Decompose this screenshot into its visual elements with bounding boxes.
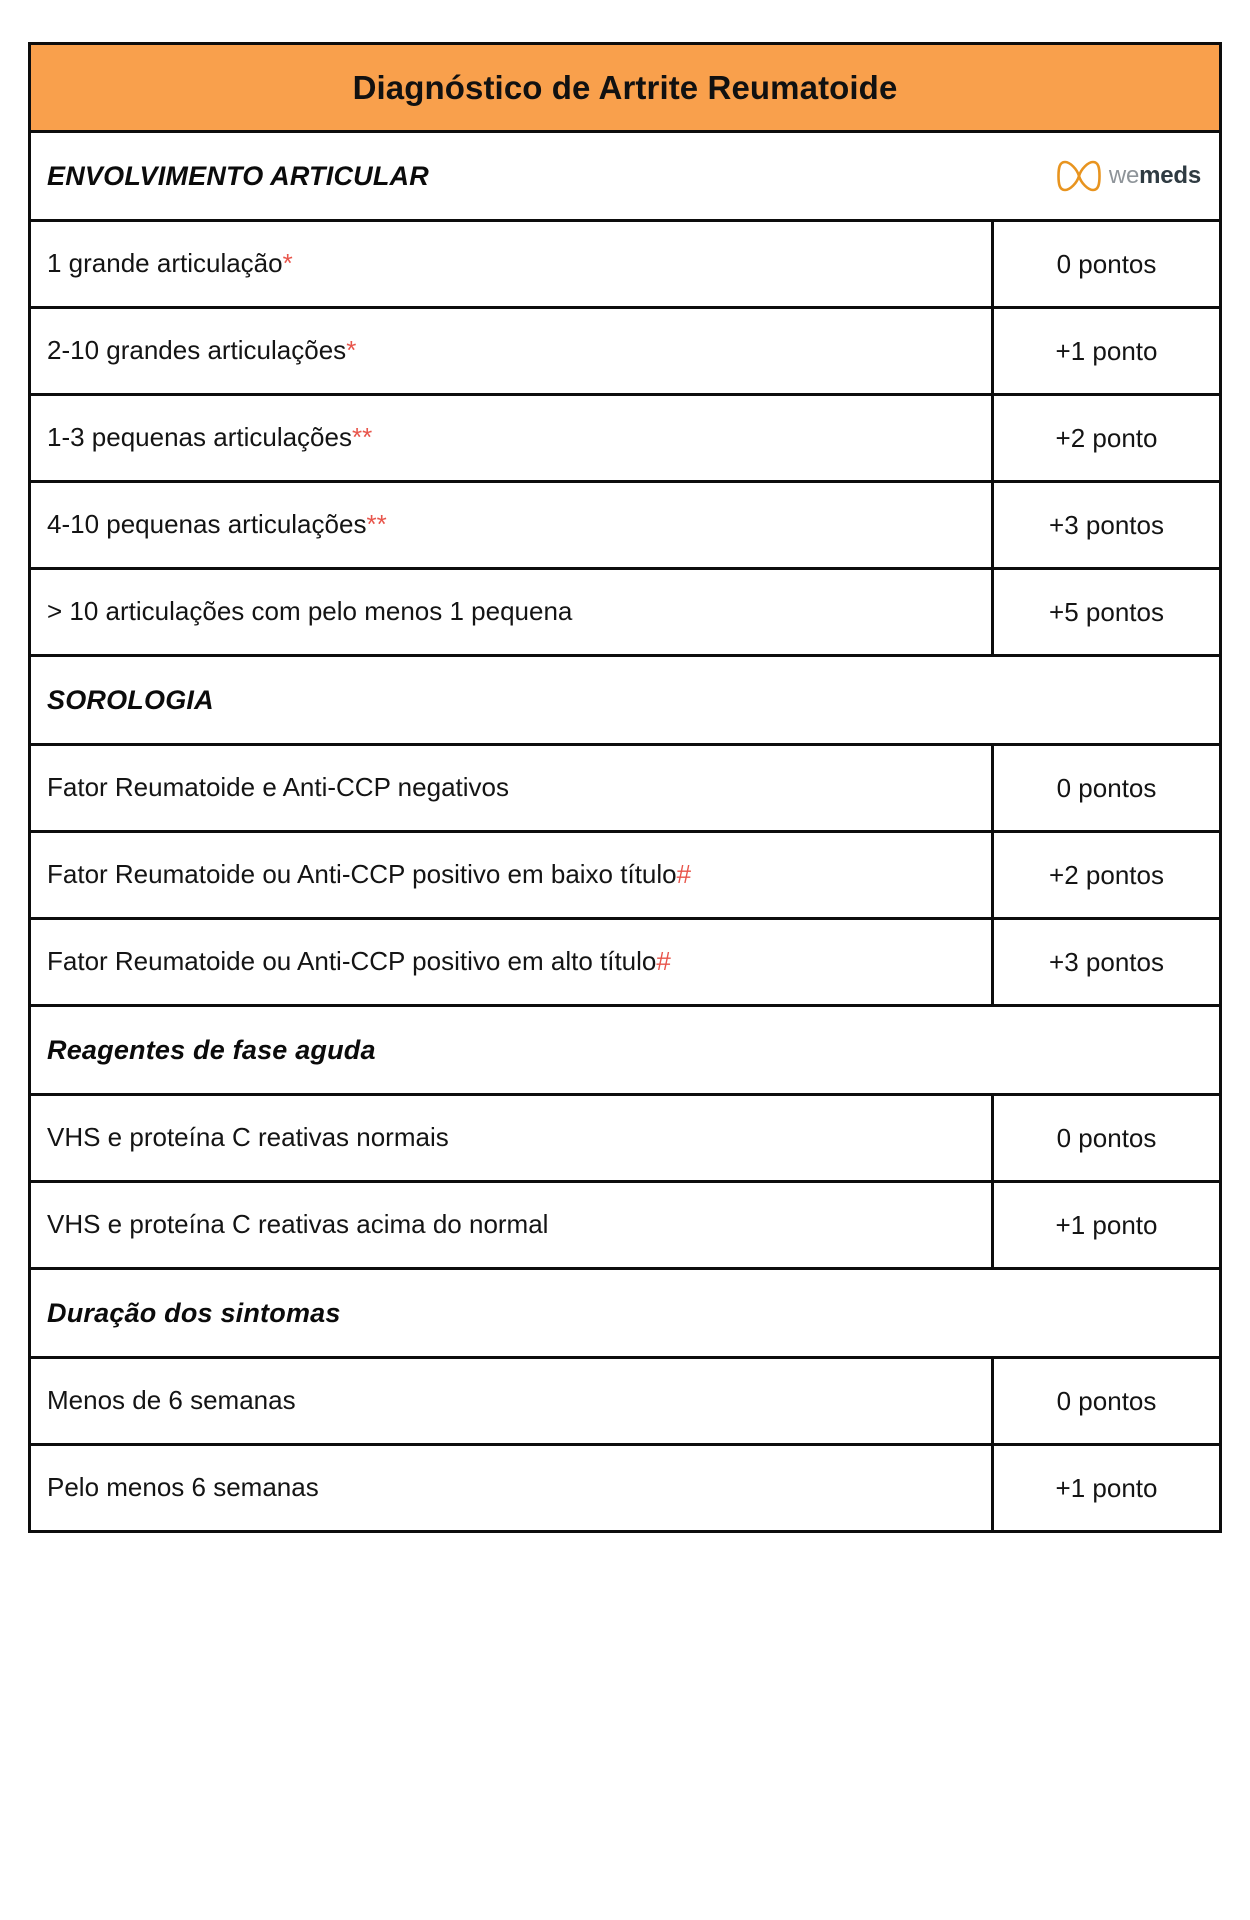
- footnote-marker: *: [282, 248, 293, 279]
- points-value: +5 pontos: [1049, 596, 1164, 627]
- wemeds-logo-text: [1109, 164, 1201, 188]
- points-value: +2 pontos: [1049, 859, 1164, 890]
- criterion-label: [47, 423, 372, 453]
- criterion-text: > 10 articulações com pelo menos 1 pequena: [47, 596, 573, 627]
- criterion-cell: [31, 222, 991, 306]
- wemeds-logo: [1057, 159, 1201, 193]
- criterion-label: [47, 1123, 449, 1153]
- criterion-text: Pelo menos 6 semanas: [47, 1472, 319, 1503]
- wemeds-logo-mark-icon: [1057, 159, 1101, 193]
- points-value: 0 pontos: [1056, 1122, 1157, 1153]
- criterion-label: [47, 1473, 319, 1503]
- criterion-cell: [31, 1096, 991, 1180]
- points-cell: [991, 1359, 1219, 1443]
- criterion-label: [47, 860, 691, 890]
- criterion-text: Fator Reumatoide ou Anti-CCP positivo em baixo título: [47, 859, 677, 890]
- criterion-label: [47, 773, 509, 803]
- criterion-label: [47, 947, 671, 977]
- criterion-text: VHS e proteína C reativas acima do normal: [47, 1209, 549, 1240]
- criterion-text: Menos de 6 semanas: [47, 1385, 296, 1416]
- logo-text-we: we: [1108, 162, 1140, 189]
- table-row: [31, 1446, 1219, 1530]
- points-cell: [991, 570, 1219, 654]
- criterion-cell: [31, 1183, 991, 1267]
- section-title: Reagentes de fase aguda: [47, 1034, 376, 1065]
- criterion-cell: [31, 1446, 991, 1530]
- footnote-marker: **: [366, 509, 387, 540]
- footnote-marker: **: [351, 422, 373, 453]
- section-title: ENVOLVIMENTO ARTICULAR: [47, 160, 429, 191]
- table-row: [31, 1183, 1219, 1270]
- section-header-cell: [31, 1007, 1219, 1093]
- criterion-label: [47, 597, 572, 627]
- criterion-cell: [31, 483, 991, 567]
- diagnostic-criteria-table: [28, 42, 1222, 1533]
- points-cell: [991, 1096, 1219, 1180]
- points-cell: [991, 309, 1219, 393]
- criterion-label: [47, 249, 293, 279]
- points-value: 0 pontos: [1056, 1385, 1157, 1416]
- section-header-row: [31, 1007, 1219, 1096]
- points-cell: [991, 1446, 1219, 1530]
- points-cell: [991, 920, 1219, 1004]
- points-cell: [991, 483, 1219, 567]
- criterion-label: [47, 1386, 296, 1416]
- criterion-label: [47, 336, 356, 366]
- section-header-cell: [31, 657, 1219, 743]
- points-cell: [991, 746, 1219, 830]
- section-header-cell: [31, 1270, 1219, 1356]
- points-value: +1 ponto: [1055, 335, 1158, 366]
- table-row: [31, 309, 1219, 396]
- points-value: +1 ponto: [1055, 1472, 1158, 1503]
- table-body: [31, 133, 1219, 1530]
- footnote-marker: #: [676, 859, 692, 890]
- footnote-marker: *: [346, 335, 357, 366]
- criterion-cell: [31, 1359, 991, 1443]
- points-cell: [991, 1183, 1219, 1267]
- points-value: +3 pontos: [1049, 946, 1164, 977]
- points-value: 0 pontos: [1056, 248, 1157, 279]
- criterion-text: VHS e proteína C reativas normais: [47, 1122, 449, 1153]
- criterion-cell: [31, 920, 991, 1004]
- section-header-row: [31, 133, 1219, 222]
- points-value: 0 pontos: [1056, 772, 1157, 803]
- criterion-cell: [31, 570, 991, 654]
- points-value: +2 ponto: [1055, 422, 1158, 453]
- criterion-text: Fator Reumatoide ou Anti-CCP positivo em alto título: [47, 946, 657, 977]
- criterion-text: 4-10 pequenas articulações: [47, 509, 367, 540]
- table-row: [31, 570, 1219, 657]
- table-row: [31, 483, 1219, 570]
- table-row: [31, 222, 1219, 309]
- section-header-row: [31, 1270, 1219, 1359]
- criterion-label: [47, 1210, 548, 1240]
- section-title: SOROLOGIA: [47, 684, 214, 715]
- points-value: +3 pontos: [1049, 509, 1164, 540]
- points-cell: [991, 222, 1219, 306]
- criterion-text: Fator Reumatoide e Anti-CCP negativos: [47, 772, 509, 803]
- criterion-label: [47, 510, 387, 540]
- logo-text-meds: meds: [1139, 162, 1201, 189]
- criterion-cell: [31, 396, 991, 480]
- table-row: [31, 396, 1219, 483]
- criterion-text: 2-10 grandes articulações: [47, 335, 347, 366]
- page-title: Diagnóstico de Artrite Reumatoide: [352, 68, 898, 106]
- table-row: [31, 833, 1219, 920]
- points-cell: [991, 833, 1219, 917]
- table-row: [31, 746, 1219, 833]
- criterion-text: 1 grande articulação: [47, 248, 283, 279]
- section-title: Duração dos sintomas: [47, 1297, 341, 1328]
- table-row: [31, 920, 1219, 1007]
- criterion-cell: [31, 746, 991, 830]
- footnote-marker: #: [656, 946, 671, 977]
- criterion-cell: [31, 309, 991, 393]
- points-value: +1 ponto: [1055, 1209, 1158, 1240]
- section-header-row: [31, 657, 1219, 746]
- table-title-bar: [31, 45, 1219, 133]
- table-row: [31, 1096, 1219, 1183]
- table-row: [31, 1359, 1219, 1446]
- points-cell: [991, 396, 1219, 480]
- criterion-text: 1-3 pequenas articulações: [47, 422, 352, 453]
- criterion-cell: [31, 833, 991, 917]
- section-header-cell: [31, 133, 1219, 219]
